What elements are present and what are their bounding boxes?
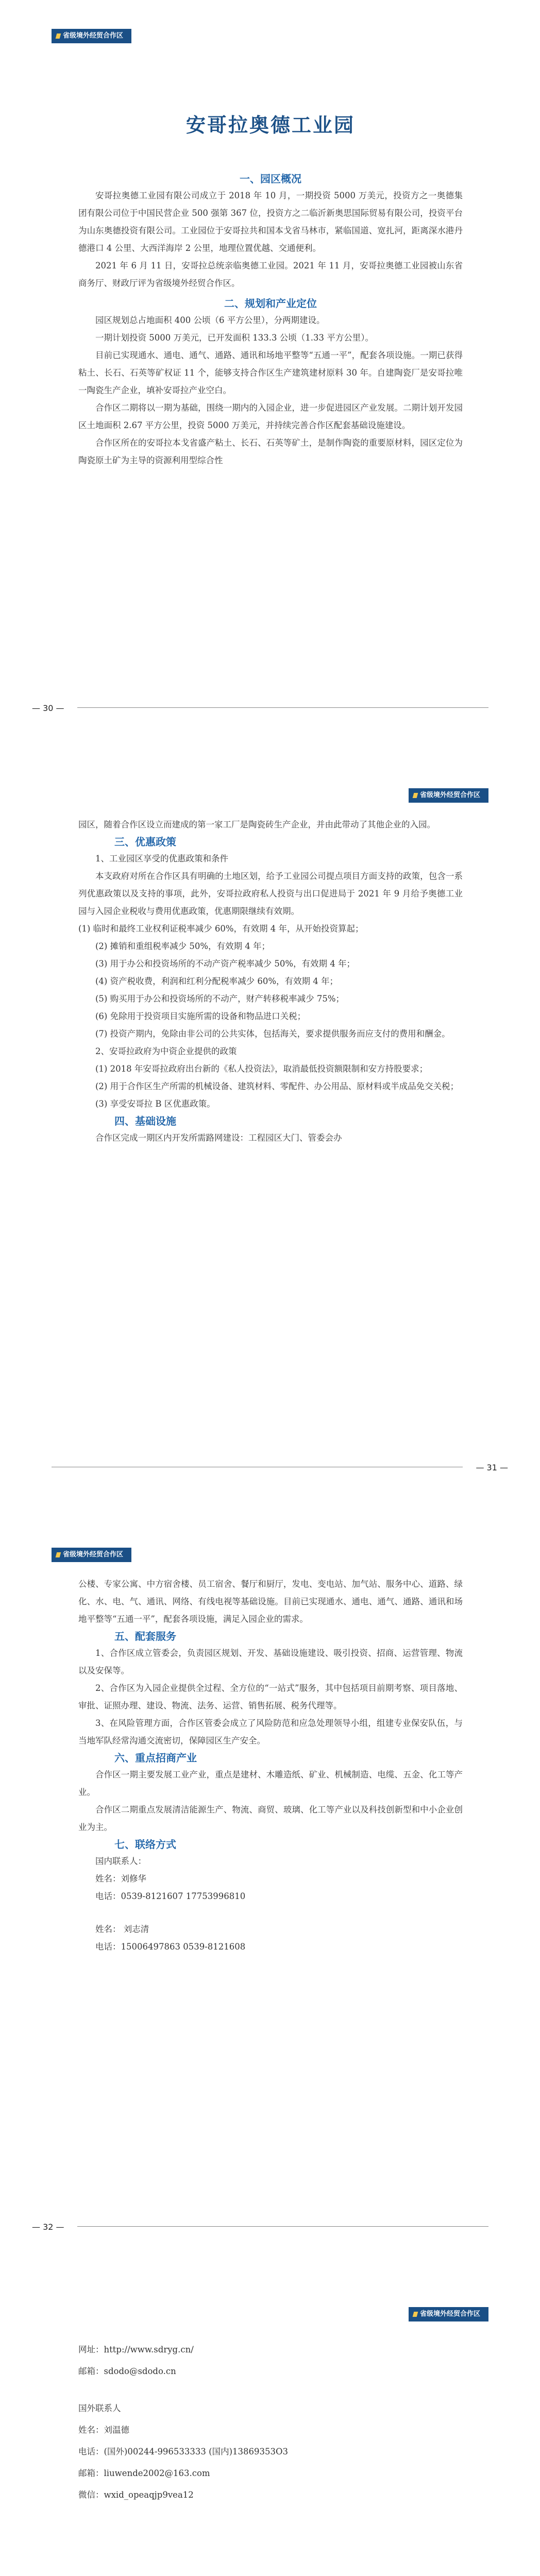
paragraph: 合作区一期主要发展工业产业，重点是建材、木雕造纸、矿业、机械制造、电缆、五金、化工等产业。: [78, 1770, 463, 1797]
page-number: — 31 —: [476, 1463, 508, 1472]
paragraph: 目前已实现通水、通电、通气、通路、通讯和场地平整等“五通一平”，配套各项设施。一期已获得粘土、长石、石英等矿权证 11 个，能够支持合作区生产建筑建材原料 30 年。自建陶瓷厂是安哥拉唯一陶瓷生产企业，填补安哥拉产业空白。: [78, 350, 463, 395]
contact-label: 国内联系人：: [95, 1856, 146, 1866]
page-title: 安哥拉奥德工业园: [185, 114, 355, 137]
page-content: [78, 109, 463, 469]
section-heading-policies: 三、优惠政策: [114, 836, 176, 848]
paragraph: 1、合作区成立管委会，负责园区规划、开发、基础设施建设、吸引投资、招商、运营管理、物流以及安保等。: [78, 1648, 463, 1675]
paragraph: 合作区二期重点发展清洁能源生产、物流、商贸、玻璃、化工等产业以及科技创新型和中小企业创业为主。: [78, 1805, 463, 1832]
list-item: (6) 免除用于投资项目实施所需的设备和物品进口关税；: [95, 1011, 306, 1021]
contact-website: 网址：http://www.sdryg.cn/: [78, 2345, 194, 2354]
paragraph: 安哥拉奥德工业园有限公司成立于 2018 年 10 月，一期投资 5000 万美元，投资方之一奥德集团有限公司位于中国民营企业 500 强第 367 位，投资方之二临沂新奥思国际贸易有限公司，投资平台为山东奥德投资有限公司。工业园位于安哥拉共和国本戈省马林市，紧临国道、宽扎河，距离深水港丹德港口 4 公里、大西洋海岸 2 公里，地理位置优越、交通便利。: [78, 191, 463, 253]
list-item: 2、安哥拉政府为中资企业提供的政策: [95, 1046, 237, 1056]
section-tab: 省级境外经贸合作区: [52, 29, 131, 43]
page-content: [78, 816, 463, 1147]
section-tab: 省级境外经贸合作区: [52, 1548, 131, 1562]
paragraph: 园区，随着合作区设立而建成的第一家工厂是陶瓷砖生产企业，并由此带动了其他企业的入园。: [78, 820, 435, 829]
section-tab: 省级境外经贸合作区: [409, 788, 488, 803]
contact-phone: 电话：(国外)00244-996533333 (国内)13869353O3: [78, 2447, 289, 2456]
list-item: (2) 摊销和重组税率减少 50%，有效期 4 年；: [95, 941, 271, 951]
paragraph: 园区规划总占地面积 400 公顷（6 平方公里），分两期建设。: [95, 315, 325, 325]
contact-phone: 电话：15006497863 0539-8121608: [95, 1942, 246, 1952]
paragraph: 3、在风险管理方面，合作区管委会成立了风险防范和应急处理领导小组，组建专业保安队伍，与当地军队经常沟通交流密切，保障园区生产安全。: [78, 1718, 463, 1745]
footer-rule: [77, 707, 488, 708]
paragraph: 公楼、专家公寓、中方宿舍楼、员工宿舍、餐厅和厨厅，发电、变电站、加气站、服务中心、道路、绿化、水、电、气、通讯、网络、有线电视等基础设施。目前已实现通水、通电、通气、通路、通讯和场地平整等“五通一平”，配套各项设施，满足入园企业的需求。: [78, 1579, 463, 1624]
section-heading-infrastructure: 四、基础设施: [114, 1115, 176, 1127]
contact-name: 姓名： 刘志清: [95, 1924, 149, 1934]
page-content: [78, 2339, 463, 2506]
paragraph: 本支政府对所在合作区具有明确的土地区划，给予工业园公司提点项目方面支持的政策，包含一系列优惠政策以及支持的事项，此外，安哥拉政府私人投资与出口促进局于 2021 年 9 月给予奥德工业园与入园企业税收与费用优惠政策，优惠期限继续有效期。: [78, 871, 463, 916]
list-item: (5) 购买用于办公和投资场所的不动产，财产转移税率减少 75%；: [95, 994, 345, 1004]
paragraph: 合作区二期将以一期为基础，围绕一期内的入园企业，进一步促进园区产业发展。二期计划开发园区土地面积 2.67 平方公里，投资 5000 万美元，并持续完善合作区配套基础设施建设。: [78, 403, 463, 430]
list-item: (4) 资产税收费，利润和红利分配税率减少 60%，有效期 4 年；: [95, 976, 339, 986]
contact-wechat: 微信：wxid_opeaqjp9vea12: [78, 2490, 194, 2500]
footer-rule: [77, 2226, 488, 2227]
paragraph: 合作区完成一期区内开发所需路网建设：工程园区大门、管委会办: [95, 1133, 342, 1143]
page-content: [78, 1575, 463, 1956]
page-31: [0, 759, 540, 1519]
paragraph: 2、合作区为入园企业提供全过程、全方位的“一站式”服务，其中包括项目前期考察、项目落地、审批、证照办理、建设、物流、法务、运营、销售拓展、税务代理等。: [78, 1683, 463, 1710]
list-item: (7) 投资产期内，免除由非公司的公共实体，包括海关，要求提供服务而应支付的费用和酬金。: [95, 1029, 450, 1039]
page-33: [0, 2278, 540, 2576]
section-heading-overview: 一、园区概况: [240, 173, 301, 185]
section-tab: 省级境外经贸合作区: [409, 2307, 488, 2321]
section-heading-industries: 六、重点招商产业: [114, 1752, 197, 1764]
paragraph: 2021 年 6 月 11 日，安哥拉总统亲临奥德工业园。2021 年 11 月，安哥拉奥德工业园被山东省商务厅、财政厅评为省级境外经贸合作区。: [78, 261, 463, 288]
section-heading-planning: 二、规划和产业定位: [224, 297, 317, 310]
page-number: — 30 —: [32, 703, 64, 713]
paragraph: 一期计划投资 5000 万美元，已开发面积 133.3 公顷（1.33 平方公里）。: [95, 333, 374, 343]
list-item: (3) 用于办公和投资场所的不动产资产税率减少 50%，有效期 4 年；: [95, 959, 356, 969]
contact-phone: 电话：0539-8121607 17753996810: [95, 1891, 246, 1901]
list-item: 1、工业园区享受的优惠政策和条件: [95, 854, 228, 863]
page-number: — 32 —: [32, 2222, 64, 2232]
list-item: (3) 享受安哥拉 B 区优惠政策。: [95, 1099, 215, 1109]
contact-label: 国外联系人: [78, 2403, 121, 2413]
contact-name: 姓名：刘修华: [95, 1874, 146, 1884]
list-item: (1) 临时和最终工业权利证税率减少 60%，有效期 4 年，从开始投资算起；: [78, 924, 364, 934]
paragraph: 合作区所在的安哥拉本戈省盛产粘土、长石、石英等矿土，是制作陶瓷的重要原材料，园区定位为陶瓷原土矿为主导的资源利用型综合性: [78, 438, 463, 465]
contact-email: 邮箱：liuwende2002@163.com: [78, 2468, 210, 2478]
page-30: [0, 0, 540, 759]
contact-email: 邮箱：sdodo@sdodo.cn: [78, 2366, 176, 2376]
section-heading-services: 五、配套服务: [114, 1630, 176, 1642]
contact-name: 姓名：刘温德: [78, 2425, 129, 2435]
page-32: [0, 1519, 540, 2278]
section-heading-contact: 七、联络方式: [114, 1838, 176, 1851]
list-item: (2) 用于合作区生产所需的机械设备、建筑材料、零配件、办公用品、原材料或半成品免交关税；: [95, 1081, 459, 1091]
list-item: (1) 2018 年安哥拉政府出台新的《私人投资法》，取消最低投资额限制和安方持股要求；: [95, 1064, 428, 1074]
